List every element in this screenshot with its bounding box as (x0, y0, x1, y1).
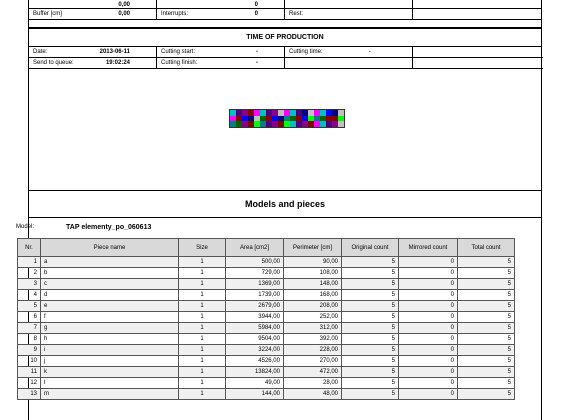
table-cell: 0 (399, 301, 458, 312)
table-cell: 5 (342, 268, 399, 279)
table-cell: 0 (399, 334, 458, 345)
table-cell: k (41, 367, 179, 378)
table-cell: 5 (458, 334, 515, 345)
table-cell: 90,00 (284, 257, 342, 268)
table-cell: h (41, 334, 179, 345)
table-cell: 6 (18, 312, 41, 323)
table-cell: 11 (18, 367, 41, 378)
table-cell: a (41, 257, 179, 268)
table-cell: 1369,00 (226, 279, 284, 290)
table-cell: 1 (179, 323, 226, 334)
table-cell: 1 (179, 257, 226, 268)
table-cell: 108,00 (284, 268, 342, 279)
model-label: Model: (16, 224, 35, 230)
table-cell: 5 (342, 323, 399, 334)
table-cell: 9504,00 (226, 334, 284, 345)
table-cell: 228,00 (284, 345, 342, 356)
table-cell: 12 (18, 378, 41, 389)
production-title: TIME OF PRODUCTION (29, 28, 541, 47)
table-cell: 5 (342, 378, 399, 389)
table-cell: 312,00 (284, 323, 342, 334)
table-cell: g (41, 323, 179, 334)
table-cell: m (41, 389, 179, 400)
summary-row-1: 0,00 0 (29, 0, 541, 9)
table-cell: 48,00 (284, 389, 342, 400)
table-cell: 0 (399, 378, 458, 389)
production-row-1: Date: 2013-06-11 Cutting start: - Cutting time: - (29, 47, 541, 58)
table-cell: 4 (18, 290, 41, 301)
table-cell: 252,00 (284, 312, 342, 323)
table-cell: 1739,00 (226, 290, 284, 301)
table-cell: 0 (399, 312, 458, 323)
table-cell: e (41, 301, 179, 312)
table-cell: b (41, 268, 179, 279)
table-cell: 5 (458, 378, 515, 389)
table-cell: 4526,00 (226, 356, 284, 367)
table-cell: j (41, 356, 179, 367)
table-cell: l (41, 378, 179, 389)
table-cell: 5 (342, 290, 399, 301)
table-cell: 0 (399, 367, 458, 378)
table-cell: i (41, 345, 179, 356)
table-cell: 5 (342, 312, 399, 323)
table-cell: 2 (18, 268, 41, 279)
nesting-preview-image (229, 109, 345, 128)
table-cell: 0 (399, 257, 458, 268)
table-cell: 1 (179, 312, 226, 323)
table-cell: 729,00 (226, 268, 284, 279)
table-cell: 2679,00 (226, 301, 284, 312)
pieces-table (17, 238, 515, 400)
table-cell: 3 (18, 279, 41, 290)
table-cell: 9 (18, 345, 41, 356)
table-cell: 500,00 (226, 257, 284, 268)
table-cell: 5 (458, 257, 515, 268)
table-cell: 168,00 (284, 290, 342, 301)
table-cell: 3944,00 (226, 312, 284, 323)
model-line (16, 224, 151, 231)
table-cell: 5 (458, 290, 515, 301)
table-cell: 270,00 (284, 356, 342, 367)
table-cell: 5 (342, 345, 399, 356)
table-cell: 5 (342, 356, 399, 367)
table-row (18, 323, 515, 334)
models-title: Models and pieces (29, 191, 541, 218)
table-cell: 148,00 (284, 279, 342, 290)
table-cell: 208,00 (284, 301, 342, 312)
table-cell: 5 (342, 257, 399, 268)
table-cell: 49,00 (226, 378, 284, 389)
table-row (18, 290, 515, 301)
table-cell: 7 (18, 323, 41, 334)
table-cell: 5 (18, 301, 41, 312)
table-cell: 1 (179, 378, 226, 389)
table-cell: 5 (342, 389, 399, 400)
table-cell: 5984,00 (226, 323, 284, 334)
table-cell: 8 (18, 334, 41, 345)
table-cell: 13824,00 (226, 367, 284, 378)
table-cell: 1 (179, 367, 226, 378)
table-row (18, 356, 515, 367)
table-cell: d (41, 290, 179, 301)
table-cell: 392,00 (284, 334, 342, 345)
table-cell: 0 (399, 356, 458, 367)
table-cell: 1 (179, 334, 226, 345)
table-cell: 0 (399, 279, 458, 290)
table-cell: 5 (458, 345, 515, 356)
table-cell: 13 (18, 389, 41, 400)
table-cell: 1 (179, 268, 226, 279)
table-cell: 1 (179, 356, 226, 367)
table-row (18, 257, 515, 268)
table-header: Nr. Piece name Size Area [cm2] Perimeter [cm] Original count Mirrored count Total count (18, 239, 515, 257)
table-cell: 5 (458, 323, 515, 334)
table-cell: 0 (399, 323, 458, 334)
table-cell: 3224,00 (226, 345, 284, 356)
table-cell: 1 (179, 290, 226, 301)
nesting-preview-area (29, 69, 541, 191)
table-cell: 1 (179, 345, 226, 356)
table-cell: 5 (342, 334, 399, 345)
table-cell: f (41, 312, 179, 323)
table-row (18, 312, 515, 323)
table-cell: 5 (458, 301, 515, 312)
table-cell: 1 (179, 301, 226, 312)
table-cell: 1 (179, 279, 226, 290)
table-cell: 5 (458, 356, 515, 367)
table-cell: 0 (399, 290, 458, 301)
table-cell: 1 (179, 389, 226, 400)
table-cell: c (41, 279, 179, 290)
summary-row-2: Buffer [cm] 0,00 Interrupts: 0 Rest: (29, 9, 541, 20)
table-cell: 0 (399, 268, 458, 279)
table-cell: 1 (18, 257, 41, 268)
table-row (18, 345, 515, 356)
table-row (18, 301, 515, 312)
table-cell: 5 (458, 389, 515, 400)
table-cell: 5 (342, 279, 399, 290)
table-cell: 472,00 (284, 367, 342, 378)
table-cell: 5 (458, 268, 515, 279)
production-row-2: Send to queue: 19:02:24 Cutting finish: - (29, 58, 541, 69)
table-row (18, 378, 515, 389)
table-row (18, 279, 515, 290)
table-cell: 5 (458, 279, 515, 290)
table-cell: 0 (399, 345, 458, 356)
table-cell: 5 (342, 301, 399, 312)
table-cell: 5 (458, 312, 515, 323)
table-cell: 0 (399, 389, 458, 400)
table-row (18, 268, 515, 279)
table-row (18, 389, 515, 400)
model-name: TAP elementy_po_060613 (66, 224, 152, 231)
table-row (18, 334, 515, 345)
table-cell: 5 (458, 367, 515, 378)
table-cell: 5 (342, 367, 399, 378)
table-row (18, 367, 515, 378)
table-cell: 144,00 (226, 389, 284, 400)
table-cell: 10 (18, 356, 41, 367)
table-cell: 28,00 (284, 378, 342, 389)
